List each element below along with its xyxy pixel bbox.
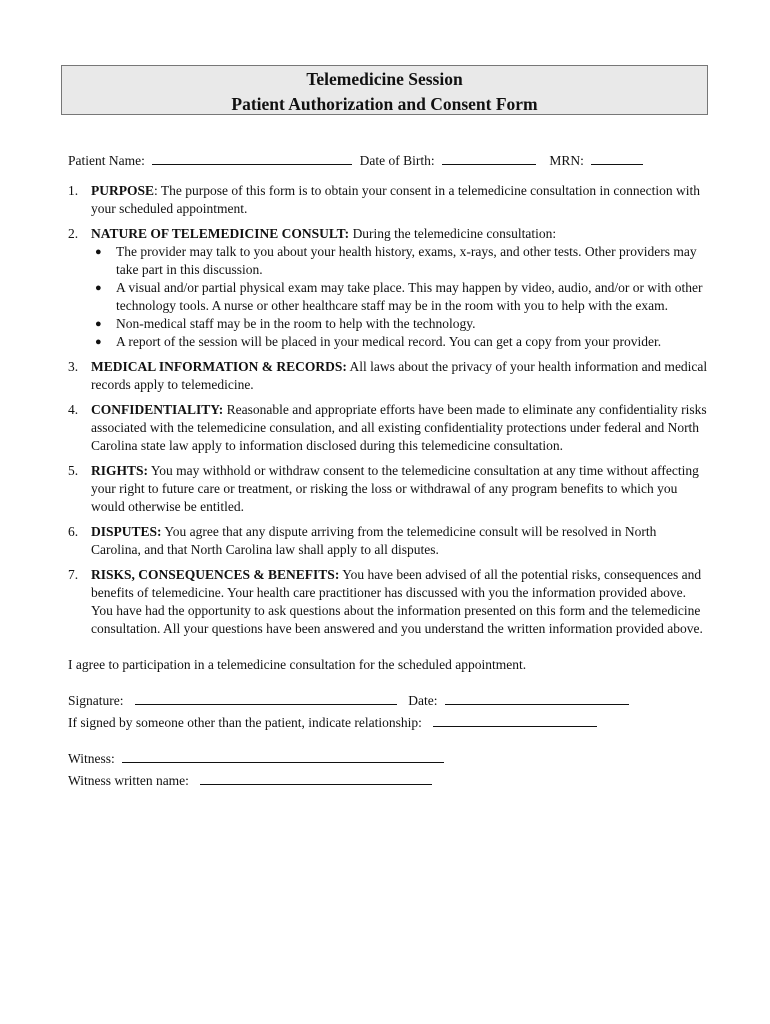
list-item (91, 333, 708, 351)
section-confidentiality (68, 401, 708, 455)
section-nature-of-consult (68, 225, 708, 351)
section-medical-records (68, 358, 708, 394)
relationship-label: If signed by someone other than the patient, indicate relationship: (68, 715, 422, 730)
list-item-text: A report of the session will be placed in your medical record. You can get a copy from your provider. (116, 334, 662, 349)
date-field[interactable] (445, 692, 629, 705)
signature-field[interactable] (135, 692, 397, 705)
section-heading: RIGHTS: (91, 463, 149, 478)
patient-name-field[interactable] (152, 152, 352, 165)
witness-label: Witness: (68, 751, 115, 766)
relationship-line (68, 714, 708, 732)
form-body (68, 152, 708, 790)
witness-name-line (68, 772, 708, 790)
form-title-line-2: Patient Authorization and Consent Form (231, 94, 538, 114)
section-text: : The purpose of this form is to obtain your consent in a telemedicine consultation in connection with your scheduled appointment. (91, 183, 701, 216)
section-number: 6. (68, 524, 79, 539)
witness-name-field[interactable] (200, 772, 432, 785)
witness-name-label: Witness written name: (68, 773, 189, 788)
section-number: 1. (68, 183, 79, 198)
section-number: 2. (68, 226, 79, 241)
section-heading: RISKS, CONSEQUENCES & BENEFITS: (91, 567, 340, 582)
section-number: 5. (68, 463, 79, 478)
list-item-text: A visual and/or partial physical exam may take place. This may happen by video, audio, and/or or with other technology tools. A nurse or other healthcare staff may be in the room with you to help with the exam. (116, 280, 703, 313)
list-item-text: The provider may talk to you about your health history, exams, x-rays, and other tests. Other providers may take part in this discussion. (116, 244, 697, 277)
date-of-birth-field[interactable] (442, 152, 536, 165)
date-of-birth-label: Date of Birth: (359, 153, 435, 168)
section-text: You agree that any dispute arriving from the telemedicine consult will be resolved in North Carolina, and that North Carolina law shall apply to all disputes. (91, 524, 657, 557)
patient-info-line (68, 152, 708, 170)
mrn-field[interactable] (591, 152, 643, 165)
signature-line (68, 692, 708, 710)
witness-field[interactable] (122, 750, 444, 763)
list-item (91, 243, 708, 279)
section-text: During the telemedicine consultation: (349, 226, 557, 241)
section-rights (68, 462, 708, 516)
section-number: 4. (68, 402, 79, 417)
section-risks-benefits (68, 566, 708, 638)
section-text: Reasonable and appropriate efforts have been made to eliminate any confidentiality risks associated with the telemedicine consulation, and all existing confidentiality protections under federal and North Carolina state law apply to information disclosed during this telemedicine consultation. (91, 402, 707, 453)
patient-name-label: Patient Name: (68, 153, 145, 168)
form-title-line-1: Telemedicine Session (306, 69, 463, 89)
witness-line (68, 750, 708, 768)
section-purpose (68, 182, 708, 218)
bullet-icon: ● (95, 318, 102, 330)
section-disputes (68, 523, 708, 559)
signature-label: Signature: (68, 693, 124, 708)
bullet-icon: ● (95, 336, 102, 348)
agreement-statement: I agree to participation in a telemedicine consultation for the scheduled appointment. (68, 657, 527, 672)
list-item (91, 315, 708, 333)
bullet-icon: ● (95, 246, 102, 258)
form-title-box (61, 65, 708, 115)
mrn-label: MRN: (549, 153, 584, 168)
date-label: Date: (408, 693, 438, 708)
bullet-icon: ● (95, 282, 102, 294)
section-heading: PURPOSE (91, 183, 155, 198)
section-heading: MEDICAL INFORMATION & RECORDS: (91, 359, 347, 374)
section-number: 7. (68, 567, 79, 582)
section-heading: NATURE OF TELEMEDICINE CONSULT: (91, 226, 350, 241)
list-item (91, 279, 708, 315)
section-text: All laws about the privacy of your health information and medical records apply to telemedicine. (91, 359, 708, 392)
list-item-text: Non-medical staff may be in the room to help with the technology. (116, 316, 476, 331)
section-text: You may withhold or withdraw consent to the telemedicine consultation at any time without affecting your right to future care or treatment, or risking the loss or withdrawal of any program benefits to which you would otherwise be entitled. (91, 463, 699, 514)
consult-bullet-list (91, 243, 708, 351)
section-heading: CONFIDENTIALITY: (91, 402, 224, 417)
relationship-field[interactable] (433, 714, 597, 727)
section-text: You have been advised of all the potential risks, consequences and benefits of telemedicine. Your health care practitioner has discussed with you the information provided above. You have had the opportunity to ask questions about the information presented on this form and the telemedicine consultation. All your questions have been answered and you understand the written information provided above. (91, 567, 703, 636)
section-heading: DISPUTES: (91, 524, 162, 539)
section-number: 3. (68, 359, 79, 374)
